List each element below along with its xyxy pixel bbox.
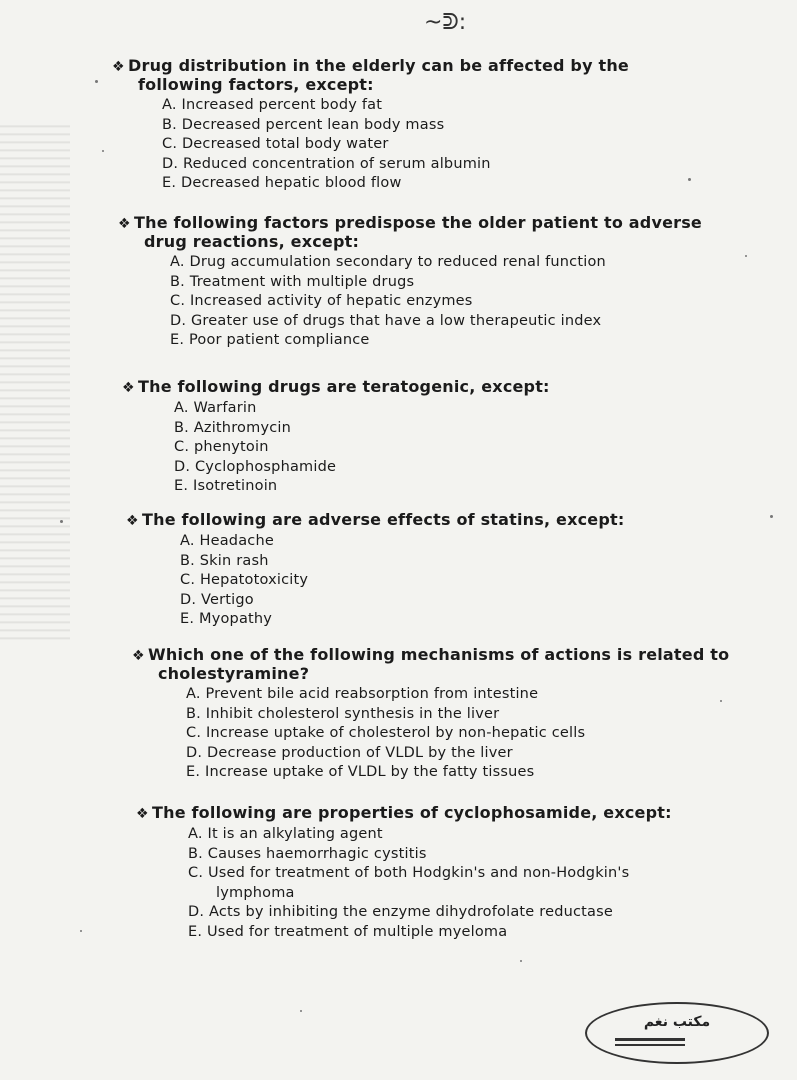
scan-speckle bbox=[300, 1010, 302, 1012]
option-b: B. Causes haemorrhagic cystitis bbox=[188, 845, 427, 862]
option-list bbox=[126, 532, 726, 630]
question-stem-cont: cholestyramine? bbox=[158, 664, 310, 683]
question-2 bbox=[118, 214, 758, 351]
option-e: E. Decreased hepatic blood flow bbox=[162, 175, 402, 191]
question-6 bbox=[136, 804, 736, 942]
question-stem: ❖ Which one of the following mechanisms of actions is related to bbox=[132, 645, 730, 664]
option-c: C. Increased activity of hepatic enzymes bbox=[170, 293, 473, 309]
option-b: B. Inhibit cholesterol synthesis in the liver bbox=[186, 705, 500, 722]
option-b: B. Decreased percent lean body mass bbox=[162, 116, 445, 133]
option-c: C. Hepatotoxicity bbox=[180, 572, 309, 588]
option-list bbox=[136, 825, 736, 942]
scan-speckle bbox=[95, 80, 98, 83]
option-a: A. Prevent bile acid reabsorption from intestine bbox=[186, 686, 539, 702]
library-stamp bbox=[585, 1002, 769, 1064]
diamond-bullet-icon: ❖ bbox=[136, 806, 149, 822]
option-b: B. Azithromycin bbox=[174, 419, 292, 436]
stamp-rule bbox=[615, 1044, 685, 1046]
option-c: C. Used for treatment of both Hodgkin's and non-Hodgkin's bbox=[188, 865, 630, 881]
option-b: B. Treatment with multiple drugs bbox=[170, 273, 415, 290]
question-stem-cont: following factors, except: bbox=[138, 75, 374, 94]
question-stem: ❖ Drug distribution in the elderly can be affected by the bbox=[112, 56, 629, 75]
header-handwritten-mark: ~ᕲ: bbox=[424, 10, 467, 35]
option-a: A. Headache bbox=[180, 533, 274, 549]
option-d: D. Reduced concentration of serum albumin bbox=[162, 155, 491, 172]
question-4 bbox=[126, 511, 726, 630]
option-e: E. Used for treatment of multiple myeloma bbox=[188, 923, 508, 940]
stamp-rule bbox=[615, 1038, 685, 1041]
option-b: B. Skin rash bbox=[180, 552, 269, 569]
option-list bbox=[132, 685, 772, 783]
question-stem-cont: drug reactions, except: bbox=[144, 232, 360, 251]
option-e: E. Myopathy bbox=[180, 611, 273, 627]
question-1 bbox=[112, 57, 732, 194]
diamond-bullet-icon: ❖ bbox=[132, 648, 145, 664]
option-e: E. Isotretinoin bbox=[174, 478, 278, 494]
option-a: A. Warfarin bbox=[174, 400, 257, 416]
scan-speckle bbox=[720, 700, 722, 702]
question-stem: ❖ The following drugs are teratogenic, except: bbox=[122, 377, 550, 396]
question-5 bbox=[132, 646, 772, 783]
diamond-bullet-icon: ❖ bbox=[122, 380, 135, 396]
option-list bbox=[122, 399, 722, 497]
scan-edge-noise bbox=[0, 120, 70, 640]
option-d: D. Decrease production of VLDL by the liver bbox=[186, 744, 513, 761]
option-list bbox=[112, 96, 732, 194]
option-a: A. Drug accumulation secondary to reduced renal function bbox=[170, 254, 606, 270]
option-d: D. Cyclophosphamide bbox=[174, 458, 337, 475]
diamond-bullet-icon: ❖ bbox=[112, 59, 125, 75]
option-a: A. Increased percent body fat bbox=[162, 97, 383, 113]
option-d: D. Acts by inhibiting the enzyme dihydrofolate reductase bbox=[188, 904, 614, 920]
question-stem: ❖ The following are adverse effects of statins, except: bbox=[126, 510, 625, 529]
question-3 bbox=[122, 378, 722, 497]
option-list bbox=[118, 253, 758, 351]
diamond-bullet-icon: ❖ bbox=[118, 216, 131, 232]
scan-speckle bbox=[80, 930, 82, 932]
option-c: C. phenytoin bbox=[174, 439, 269, 455]
scan-speckle bbox=[520, 960, 522, 962]
scan-speckle bbox=[745, 255, 747, 257]
option-c: C. Increase uptake of cholesterol by non-hepatic cells bbox=[186, 725, 586, 741]
option-e: E. Poor patient compliance bbox=[170, 332, 370, 348]
option-d: D. Greater use of drugs that have a low therapeutic index bbox=[170, 312, 602, 329]
scan-speckle bbox=[102, 150, 104, 152]
scan-speckle bbox=[688, 178, 691, 181]
option-e: E. Increase uptake of VLDL by the fatty tissues bbox=[186, 764, 535, 780]
option-d: D. Vertigo bbox=[180, 591, 254, 608]
question-stem: ❖ The following factors predispose the older patient to adverse bbox=[118, 213, 702, 232]
scan-speckle bbox=[770, 515, 773, 518]
option-a: A. It is an alkylating agent bbox=[188, 826, 383, 842]
stamp-text: مكتب نغم bbox=[643, 1014, 711, 1030]
diamond-bullet-icon: ❖ bbox=[126, 513, 139, 529]
option-c-cont: lymphoma bbox=[216, 884, 295, 901]
option-c: C. Decreased total body water bbox=[162, 136, 389, 152]
question-stem: ❖ The following are properties of cyclophosamide, except: bbox=[136, 803, 672, 822]
scan-speckle bbox=[60, 520, 63, 523]
